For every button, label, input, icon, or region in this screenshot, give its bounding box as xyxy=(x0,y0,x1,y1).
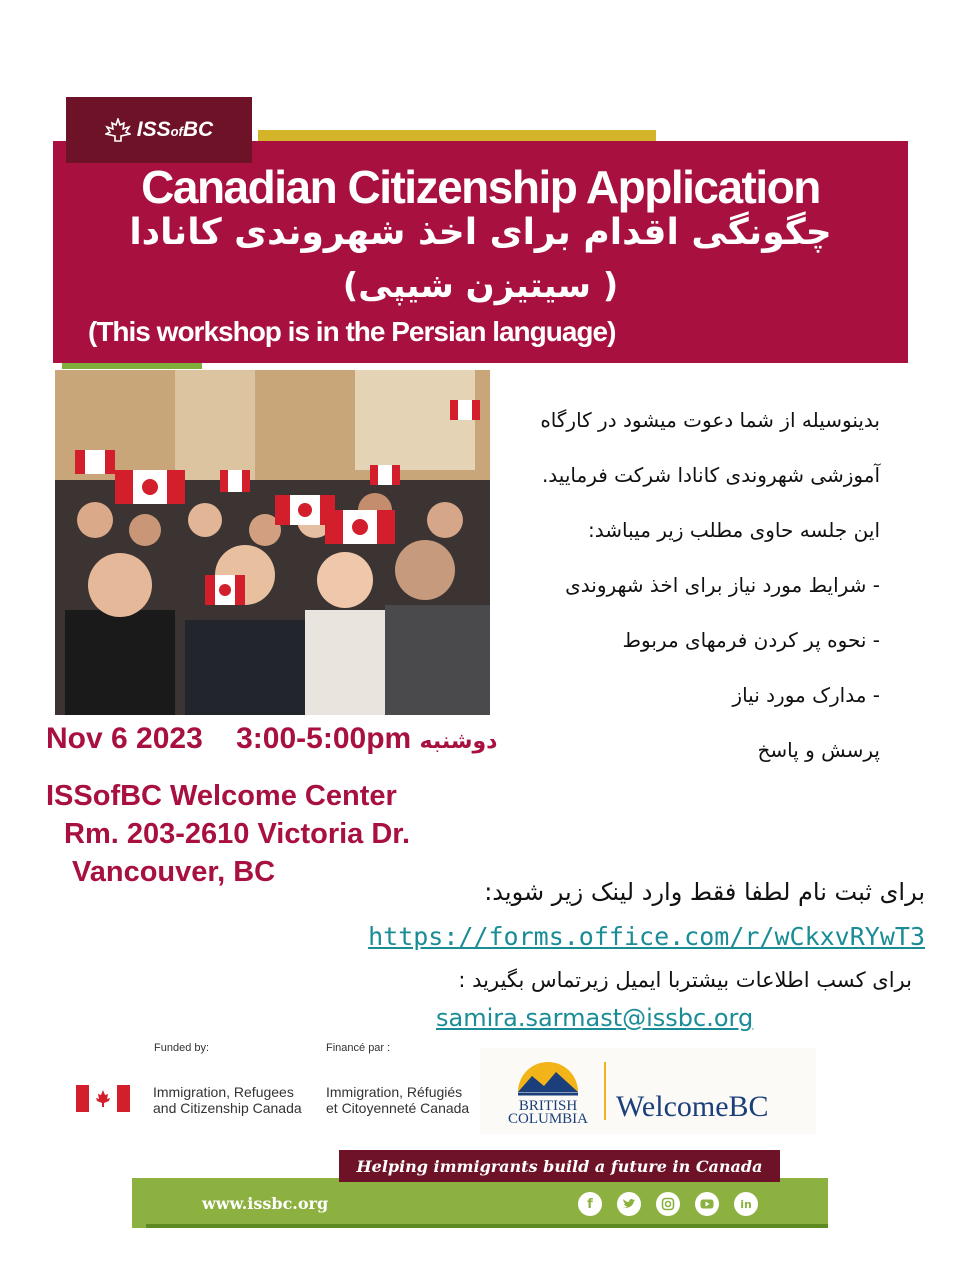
language-note: (This workshop is in the Persian language) xyxy=(88,316,616,347)
bc-line2: COLUMBIA xyxy=(507,1111,588,1127)
issofbc-logo xyxy=(66,97,252,163)
venue-city: Vancouver, BC xyxy=(72,856,276,888)
bc-sun-icon xyxy=(512,1062,584,1098)
twitter-icon[interactable] xyxy=(617,1192,641,1216)
event-weekday: دوشنبه xyxy=(419,729,498,754)
logo-sub: of xyxy=(170,124,183,139)
ircc-english-line1: Immigration, Refugees xyxy=(153,1084,294,1100)
description-line: - مدارک مورد نیاز xyxy=(732,683,880,707)
ircc-french-line1: Immigration, Réfugiés xyxy=(326,1084,463,1100)
website-link[interactable]: www.issbc.org xyxy=(202,1194,329,1213)
venue-name: ISSofBC Welcome Center xyxy=(46,780,397,812)
registration-link[interactable]: https://forms.office.com/r/wCkxvRYwT3 xyxy=(368,922,925,951)
bc-line1: BRITISH xyxy=(518,1098,578,1114)
logo-divider xyxy=(604,1062,606,1120)
welcomebc-wordmark: WelcomeBC xyxy=(616,1090,769,1123)
ircc-french-line2: et Citoyenneté Canada xyxy=(326,1100,470,1116)
contact-email-link[interactable]: samira.sarmast@issbc.org xyxy=(436,1004,754,1032)
canada-flag-icon xyxy=(76,1085,130,1112)
green-accent-line xyxy=(62,363,202,369)
logo-main: ISS xyxy=(136,118,171,141)
tagline: Helping immigrants build a future in Canada xyxy=(356,1156,763,1176)
description-line: آموزشی شهروندی کانادا شرکت فرمایید. xyxy=(541,463,880,487)
page-subtitle-persian: ( سیتیزن شیپی) xyxy=(342,266,619,306)
ircc-french xyxy=(326,1084,469,1116)
event-datetime xyxy=(46,722,497,756)
description-line: بدینوسیله از شما دعوت میشود در کارگاه xyxy=(540,408,880,432)
instagram-icon[interactable] xyxy=(656,1192,680,1216)
description-line: این جلسه حاوی مطلب زیر میباشد: xyxy=(588,518,880,542)
facebook-icon[interactable]: f xyxy=(578,1192,602,1216)
event-time: 3:00-5:00pm xyxy=(236,722,412,755)
citizenship-ceremony-photo xyxy=(55,370,490,715)
description-line: - نحوه پر کردن فرمهای مربوط xyxy=(622,628,880,652)
finance-par-label: Financé par : xyxy=(326,1042,391,1054)
page-title: Canadian Citizenship Application xyxy=(141,161,820,213)
registration-instruction: برای ثبت نام لطفا فقط وارد لینک زیر شوید: xyxy=(484,878,925,906)
workshop-description xyxy=(480,400,880,785)
youtube-icon[interactable] xyxy=(695,1192,719,1216)
description-line: پرسش و پاسخ xyxy=(757,738,880,762)
ircc-english xyxy=(153,1084,302,1116)
linkedin-icon[interactable]: in xyxy=(734,1192,758,1216)
bc-wordmark xyxy=(500,1100,596,1126)
contact-instruction: برای کسب اطلاعات بیشتربا ایمیل زیرتماس بگیرید : xyxy=(458,968,912,992)
funded-by-label: Funded by: xyxy=(154,1042,210,1054)
footer-accent-line xyxy=(146,1224,828,1228)
page-title-persian: چگونگی اقدام برای اخذ شهروندی کانادا xyxy=(129,212,832,253)
logo-end: BC xyxy=(182,118,214,141)
tagline-banner xyxy=(339,1150,780,1182)
description-line: - شرایط مورد نیاز برای اخذ شهروندی xyxy=(565,573,880,597)
maple-leaf-icon xyxy=(105,118,131,142)
ircc-english-line2: and Citizenship Canada xyxy=(153,1100,302,1116)
welcomebc-logo-panel xyxy=(480,1048,816,1134)
event-date: Nov 6 2023 xyxy=(46,722,203,755)
venue-room: Rm. 203-2610 Victoria Dr. xyxy=(64,818,411,850)
